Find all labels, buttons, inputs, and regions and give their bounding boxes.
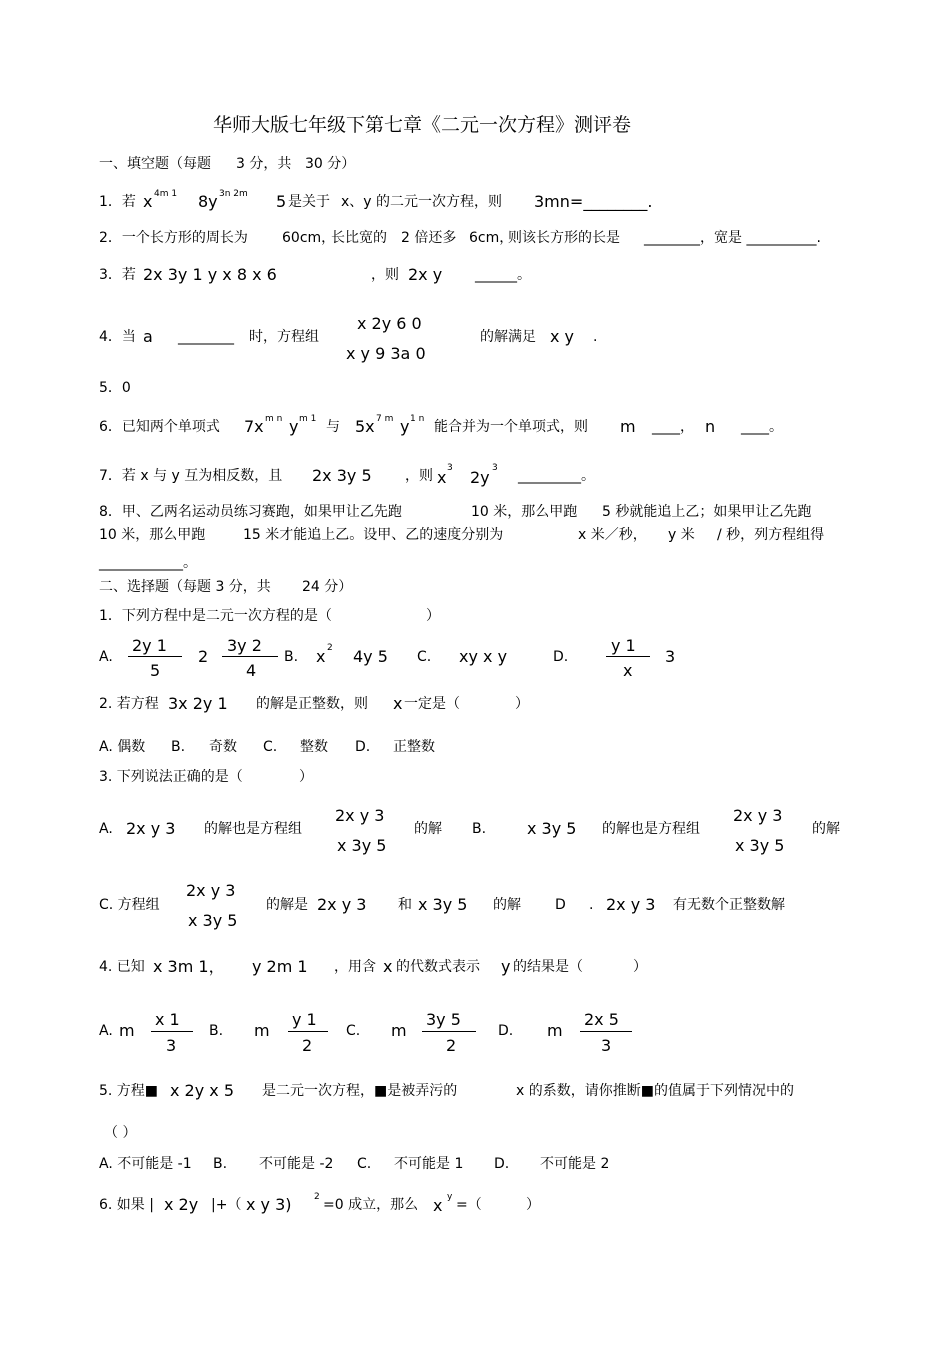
q8-line1-c: 5 秒就能追上乙；如果甲让乙先跑	[602, 504, 812, 520]
s2-q2-option-c-label: C.	[263, 739, 278, 755]
s2-q1-d-numerator: y 1	[611, 636, 636, 655]
s2-q2-x: x	[393, 694, 403, 713]
s2-q5-option-c: 不可能是 1	[394, 1156, 464, 1172]
q2-text-b: 60cm，	[282, 230, 336, 246]
s2-q2-option-a: A. 偶数	[99, 739, 146, 755]
s2-q1-option-b-label: B.	[284, 649, 299, 665]
q7-x: x	[437, 468, 447, 487]
q3-text-c: ，则	[371, 267, 399, 283]
q6-text-c: 与	[326, 419, 340, 435]
s2-q4-c-numerator: 3y 5	[426, 1010, 461, 1029]
s2-q3-option-d-label: D	[555, 897, 566, 913]
q7-y: 2y	[470, 468, 490, 487]
s2-q3-d-text: 有无数个正整数解	[673, 897, 785, 913]
s2-q4-option-a-label: A.	[99, 1023, 113, 1039]
s2-q3-option-b-label: B.	[472, 821, 487, 837]
q7-text-c: ，则	[405, 468, 433, 484]
s2-q1-a-fraction2-bar	[222, 656, 278, 657]
q6-text-a: 6．已知两个单项式	[99, 419, 220, 435]
q8-line2-d: y 米	[668, 527, 695, 543]
q6-monomial2-xexp: 7 m	[376, 414, 394, 424]
q6-monomial2-yexp: 1 n	[410, 414, 425, 424]
q7-blank: _________。	[518, 468, 595, 484]
s2-q3-b-equation: x 3y 5	[527, 819, 577, 838]
q6-monomial2-x: 5x	[355, 417, 375, 436]
s2-q3-d-equation: 2x y 3	[606, 895, 656, 914]
s2-q1-a-middle: 2	[198, 647, 209, 666]
s2-q3-a-system-row1: 2x y 3	[335, 806, 385, 825]
s2-q3-a-text: 的解也是方程组	[204, 821, 302, 837]
s2-q4-a-m: m	[119, 1021, 135, 1040]
s2-q4-b-fraction-bar	[288, 1031, 328, 1032]
s2-q1-a-denominator2: 4	[246, 661, 257, 680]
s2-q3-option-a-label: A.	[99, 821, 113, 837]
s2-q2-option-b: 奇数	[209, 739, 237, 755]
q8-line2-c: x 米／秒，	[578, 527, 647, 543]
q1-y: 8y	[198, 192, 218, 211]
s2-q3-c-system-row2: x 3y 5	[188, 911, 238, 930]
q6-monomial1-y: y	[289, 417, 299, 436]
s2-q3-option-c-label: C. 方程组	[99, 897, 160, 913]
s2-q2-text-a: 2. 若方程	[99, 696, 159, 712]
s2-q3-close: ）	[299, 769, 313, 785]
s2-q3-b-system-row2: x 3y 5	[735, 836, 785, 855]
q7-text-a: 7．若 x 与 y 互为相反数，且	[99, 468, 283, 484]
q2-text-d: 2 倍还多	[401, 230, 457, 246]
q6-monomial1-x: 7x	[244, 417, 264, 436]
s2-q4-option-c-label: C.	[346, 1023, 361, 1039]
s2-q3-b-text: 的解也是方程组	[602, 821, 700, 837]
q4-system-row1: x 2y 6 0	[357, 314, 422, 333]
s2-q2-option-c: 整数	[300, 739, 328, 755]
q5-text: 5．0	[99, 380, 131, 396]
s2-q6-y-exponent: y	[447, 1192, 453, 1202]
q3-blank: ______。	[475, 267, 531, 283]
s2-q4-y: y	[501, 957, 511, 976]
q3-expression: 2x y	[408, 265, 443, 284]
q8-line1-b: 10 米，那么甲跑	[471, 504, 578, 520]
section2-heading: 二、选择题（每题 3 分，共	[99, 579, 271, 595]
q3-text-a: 3．若	[99, 267, 136, 283]
s2-q5-answer-paren: （ ）	[104, 1125, 137, 1141]
s2-q5-option-c-label: C.	[357, 1156, 372, 1172]
q6-blank-n: ____。	[741, 419, 783, 435]
q1-exponent-y: 3n 2m	[219, 189, 248, 199]
s2-q1-close: ）	[426, 608, 440, 624]
q7-equation: 2x 3y 5	[312, 466, 372, 485]
s2-q3-stem: 3. 下列说法正确的是（	[99, 769, 243, 785]
q6-blank-m: ____，	[652, 419, 694, 435]
s2-q3-b-text2: 的解	[812, 821, 840, 837]
s2-q4-b-m: m	[254, 1021, 270, 1040]
s2-q5-option-d-label: D.	[494, 1156, 510, 1172]
s2-q1-stem: 1．下列方程中是二元一次方程的是（	[99, 608, 332, 624]
s2-q4-option-d-label: D.	[498, 1023, 514, 1039]
s2-q5-text-c: 是二元一次方程，■是被弄污的	[262, 1083, 458, 1099]
s2-q4-text-d: ，用含	[334, 959, 376, 975]
page-title: 华师大版七年级下第七章《二元一次方程》测评卷	[213, 114, 632, 136]
q6-text-e: 能合并为一个单项式，则	[434, 419, 588, 435]
q4-period: .	[593, 329, 598, 345]
s2-q5-text-d: x 的系数，请你推断■的值属于下列情况中的	[516, 1083, 794, 1099]
s2-q5-option-d: 不可能是 2	[540, 1156, 610, 1172]
s2-q6-x: x	[433, 1196, 443, 1215]
q4-a: a	[143, 327, 153, 346]
q1-text: 是关于	[288, 194, 330, 210]
s2-q4-d-fraction-bar	[580, 1031, 632, 1032]
s2-q4-d-m: m	[547, 1021, 563, 1040]
s2-q5-text-a: 5. 方程■	[99, 1083, 159, 1099]
s2-q4-close: ）	[633, 959, 647, 975]
s2-q4-text-a: 4. 已知	[99, 959, 145, 975]
q1-x: x	[143, 192, 153, 211]
s2-q4-option-b-label: B.	[209, 1023, 224, 1039]
q2-text-a: 2．一个长方形的周长为	[99, 230, 248, 246]
s2-q1-a-denominator1: 5	[150, 661, 161, 680]
q8-line2-b: 15 米才能追上乙。设甲、乙的速度分别为	[243, 527, 504, 543]
s2-q1-b-exponent: 2	[327, 643, 333, 653]
s2-q3-c-text2: 的解	[493, 897, 521, 913]
s2-q2-text-c: 的解是正整数，则	[256, 696, 368, 712]
s2-q1-d-fraction-bar	[606, 656, 650, 657]
s2-q1-a-fraction1-bar	[128, 656, 182, 657]
s2-q4-d-denominator: 3	[601, 1036, 612, 1055]
s2-q3-a-text2: 的解	[414, 821, 442, 837]
s2-q3-c-system-row1: 2x y 3	[186, 881, 236, 900]
q1-vars: x、y 的二元一次方程，则	[341, 194, 503, 210]
s2-q1-b-x: x	[316, 647, 326, 666]
q1-number: 1．若	[99, 194, 136, 210]
s2-q1-option-a-label: A.	[99, 649, 113, 665]
q6-m: m	[620, 417, 636, 436]
s2-q6-text-i: =（	[456, 1197, 482, 1213]
s2-q6-text-f: =0 成立，那么	[323, 1197, 419, 1213]
s2-q1-c-expression: xy x y	[459, 647, 508, 666]
q2-text-e: 6cm，	[469, 230, 514, 246]
section2-heading-total: 24 分）	[302, 579, 353, 595]
s2-q4-a-numerator: x 1	[155, 1010, 180, 1029]
q4-condition: x y	[550, 327, 575, 346]
q4-text-e: 的解满足	[480, 329, 536, 345]
s2-q1-a-numerator1: 2y 1	[132, 636, 167, 655]
s2-q2-equation: 3x 2y 1	[168, 694, 228, 713]
s2-q4-c-m: m	[391, 1021, 407, 1040]
s2-q2-option-d: 正整数	[393, 739, 435, 755]
q1-exponent-x: 4m 1	[154, 189, 178, 199]
s2-q4-c-denominator: 2	[446, 1036, 457, 1055]
q3-equation: 2x 3y 1 y x 8 x 6	[143, 265, 277, 284]
s2-q6-paren-content: x y 3)	[246, 1195, 292, 1214]
s2-q1-d-rest: 3	[665, 647, 676, 666]
q1-answer-blank: 3mn=________.	[534, 192, 653, 211]
s2-q3-b-system-row1: 2x y 3	[733, 806, 783, 825]
s2-q3-c-and: 和	[398, 897, 412, 913]
q1-five: 5	[276, 192, 287, 211]
s2-q4-b-numerator: y 1	[292, 1010, 317, 1029]
q6-n: n	[705, 417, 716, 436]
q4-text-d: 时，方程组	[249, 329, 319, 345]
s2-q5-option-a: A. 不可能是 -1	[99, 1156, 192, 1172]
s2-q2-option-d-label: D.	[355, 739, 371, 755]
s2-q5-option-b: 不可能是 -2	[259, 1156, 334, 1172]
s2-q4-d-numerator: 2x 5	[584, 1010, 619, 1029]
s2-q3-c-equation1: 2x y 3	[317, 895, 367, 914]
s2-q4-a-denominator: 3	[166, 1036, 177, 1055]
section1-heading-points: 3 分，共	[236, 156, 292, 172]
s2-q4-b-denominator: 2	[302, 1036, 313, 1055]
q6-monomial2-y: y	[400, 417, 410, 436]
s2-q1-d-denominator: x	[623, 661, 633, 680]
s2-q4-c-fraction-bar	[422, 1031, 476, 1032]
s2-q6-text-c: |+（	[211, 1197, 242, 1213]
q4-text-a: 4．当	[99, 329, 136, 345]
s2-q1-a-numerator2: 3y 2	[227, 636, 262, 655]
section1-heading: 一、填空题（每题	[99, 156, 211, 172]
s2-q6-abs-content: x 2y	[164, 1195, 199, 1214]
s2-q1-option-d-label: D.	[553, 649, 569, 665]
q8-answer-blank: ____________。	[99, 555, 197, 571]
s2-q2-close: ）	[515, 696, 529, 712]
s2-q4-a-fraction-bar	[151, 1031, 193, 1032]
s2-q3-a-system-row2: x 3y 5	[337, 836, 387, 855]
q7-x-exponent: 3	[447, 463, 453, 473]
s2-q2-text-e: 一定是（	[404, 696, 460, 712]
q4-system-row2: x y 9 3a 0	[346, 344, 426, 363]
s2-q4-text-f: 的代数式表示	[396, 959, 480, 975]
s2-q3-c-text: 的解是	[266, 897, 308, 913]
s2-q3-a-equation: 2x y 3	[126, 819, 176, 838]
q8-line1-a: 8．甲、乙两名运动员练习赛跑，如果甲让乙先跑	[99, 504, 402, 520]
q8-line2-e: / 秒，列方程组得	[717, 527, 825, 543]
q2-text-c: 长比宽的	[331, 230, 387, 246]
s2-q4-x: x	[383, 957, 393, 976]
s2-q4-text-h: 的结果是（	[513, 959, 583, 975]
s2-q4-y-def: y 2m 1	[252, 957, 308, 976]
s2-q3-d-dot: .	[589, 897, 594, 913]
s2-q4-x-def: x 3m 1，	[153, 957, 225, 976]
s2-q1-b-rest: 4y 5	[353, 647, 388, 666]
q6-monomial1-yexp: m 1	[299, 414, 317, 424]
s2-q6-close: ）	[526, 1197, 540, 1213]
s2-q6-text-a: 6. 如果 |	[99, 1197, 154, 1213]
section1-heading-total: 30 分）	[305, 156, 356, 172]
q6-monomial1-xexp: m n	[265, 414, 283, 424]
s2-q1-option-c-label: C.	[417, 649, 432, 665]
q2-text-g: ________，宽是 __________.	[644, 230, 821, 246]
q8-line2-a: 10 米，那么甲跑	[99, 527, 206, 543]
s2-q5-equation: x 2y x 5	[170, 1081, 235, 1100]
q4-blank: ________	[178, 329, 234, 345]
s2-q3-c-equation2: x 3y 5	[418, 895, 468, 914]
q7-y-exponent: 3	[492, 463, 498, 473]
s2-q6-square-exponent: 2	[314, 1192, 320, 1202]
q2-text-f: 则该长方形的长是	[508, 230, 620, 246]
s2-q2-option-b-label: B.	[171, 739, 186, 755]
s2-q5-option-b-label: B.	[213, 1156, 228, 1172]
